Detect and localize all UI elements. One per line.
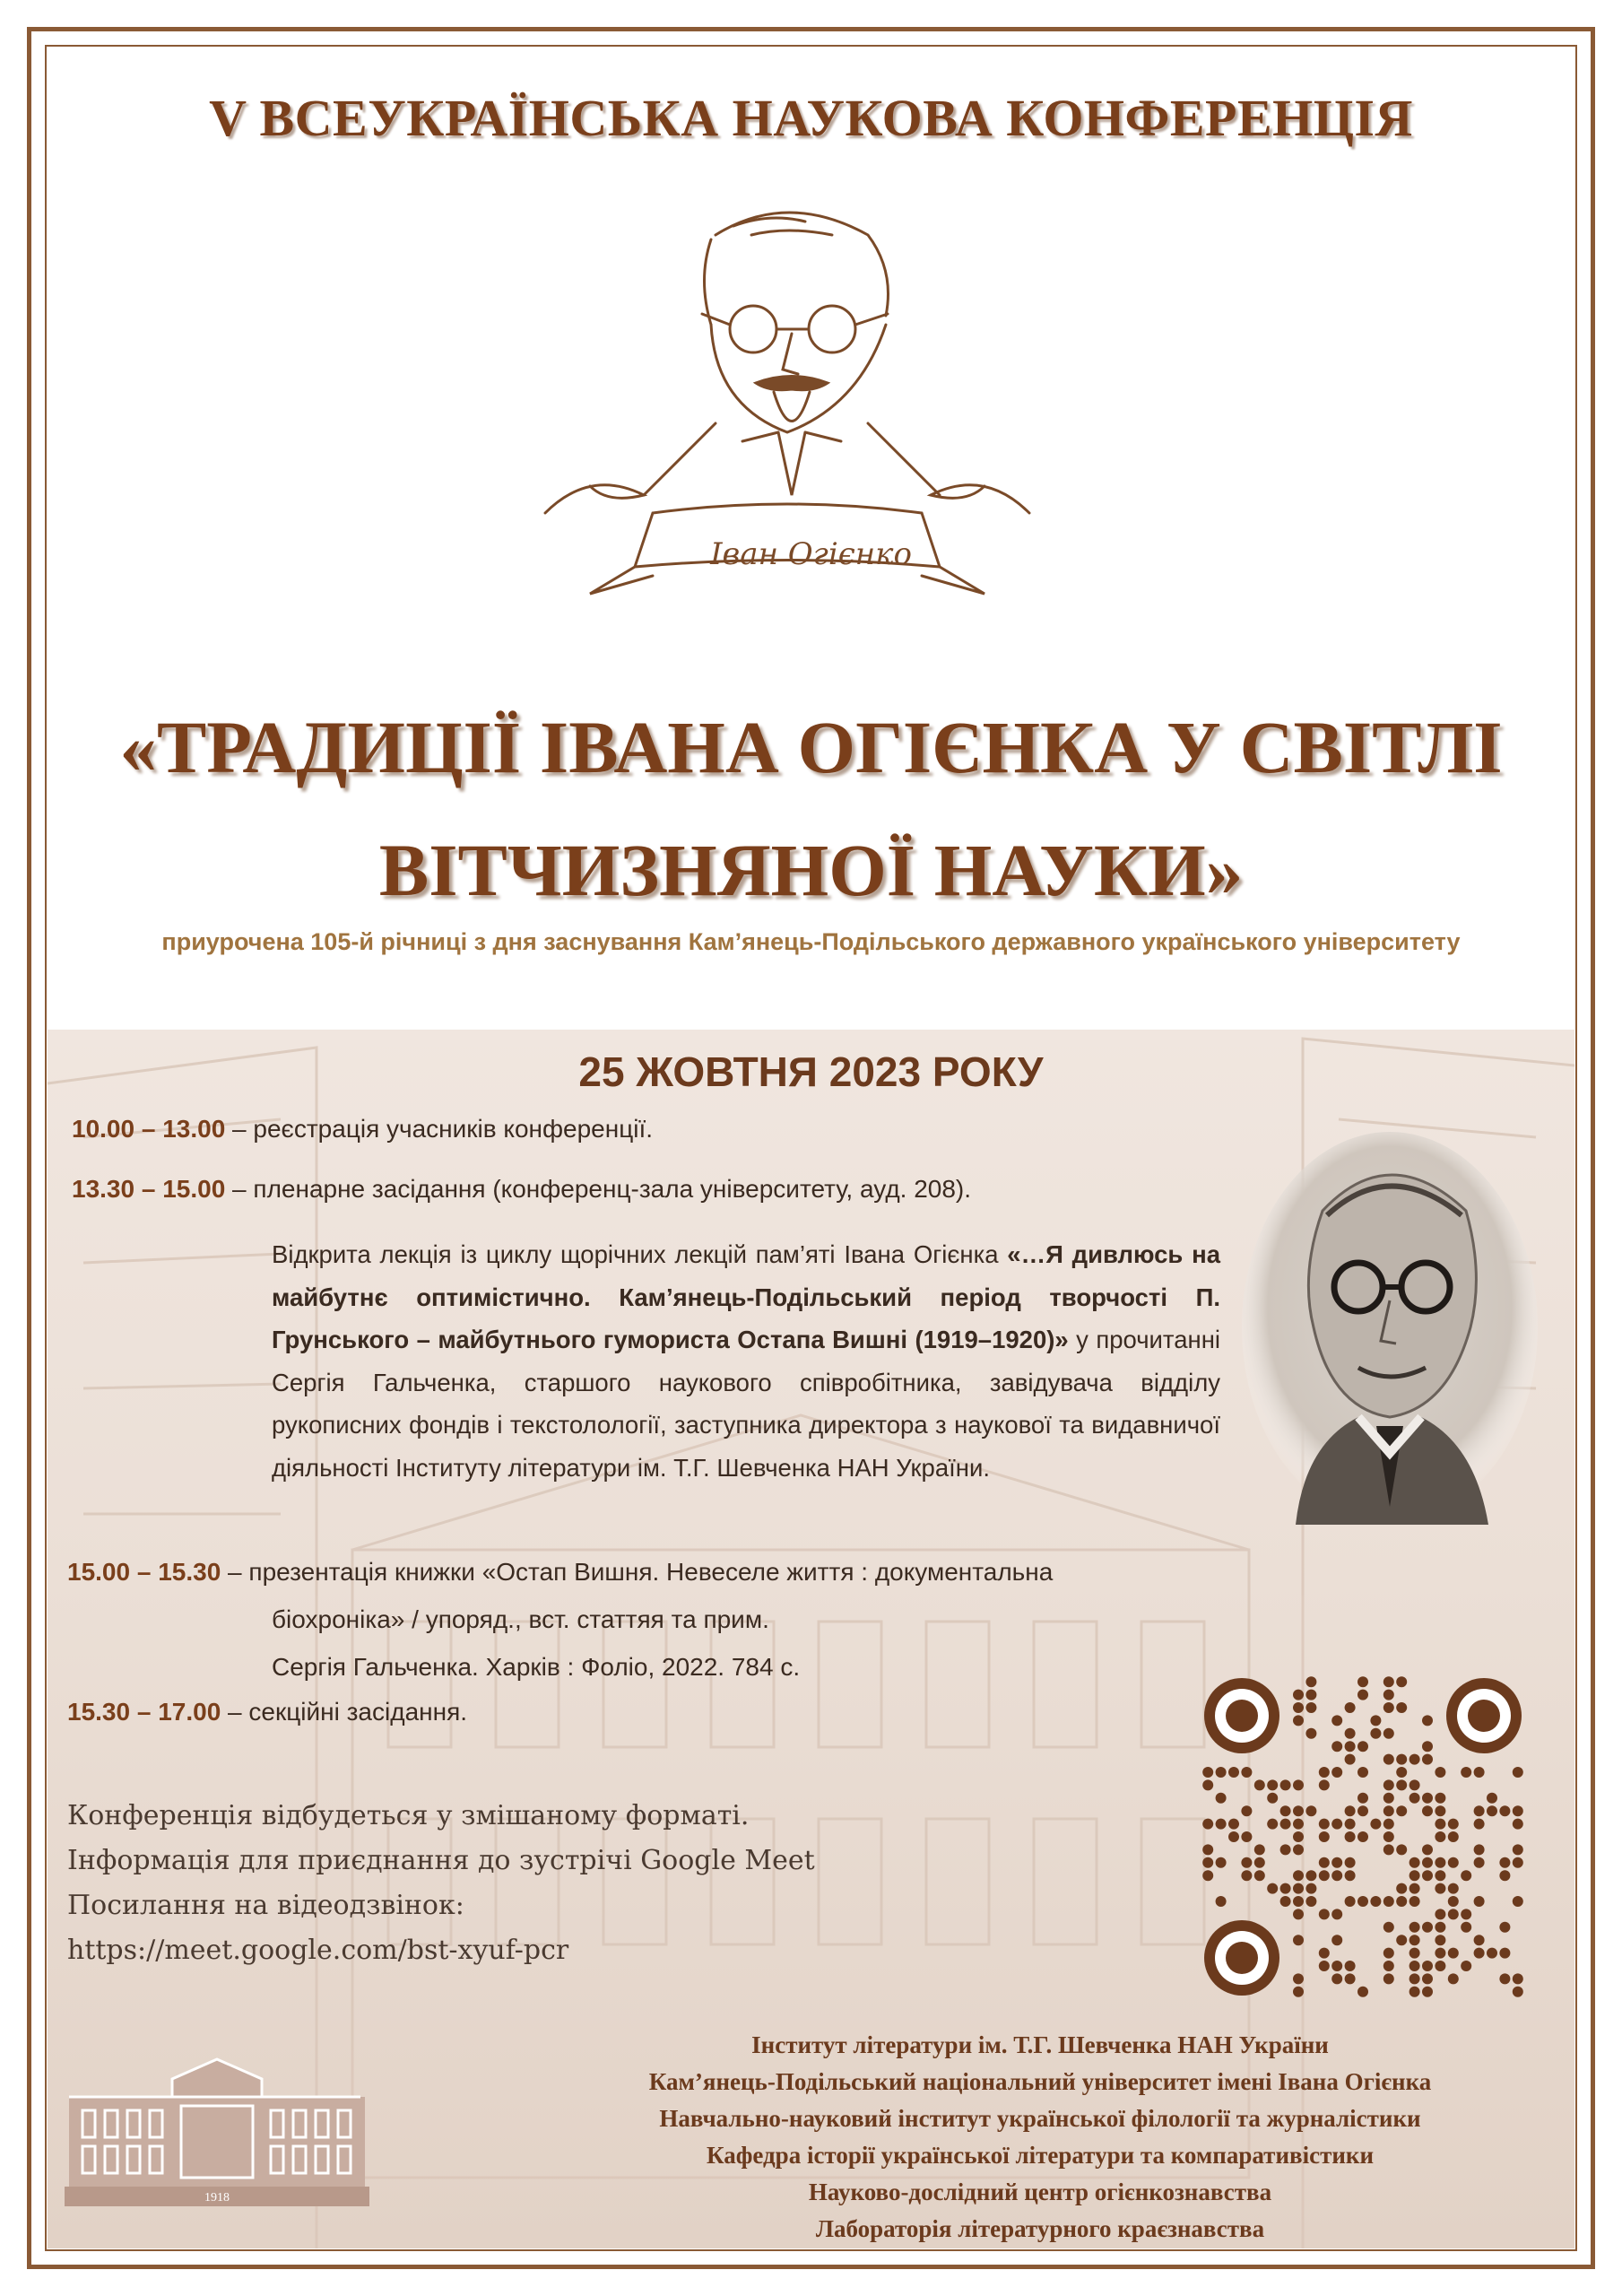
qr-dot bbox=[1396, 1883, 1407, 1894]
qr-dot bbox=[1345, 1754, 1356, 1765]
qr-dot bbox=[1499, 1805, 1510, 1816]
qr-dot bbox=[1499, 1973, 1510, 1984]
qr-dot bbox=[1435, 1819, 1445, 1830]
book-line3: Сергія Гальченка. Харків : Фоліо, 2022. 784 с. bbox=[272, 1653, 801, 1681]
qr-dot bbox=[1422, 1870, 1433, 1881]
qr-dot bbox=[1396, 1805, 1407, 1816]
qr-dot bbox=[1202, 1767, 1213, 1778]
qr-dot bbox=[1409, 1987, 1420, 1997]
lecture-rest: у прочитанні Сергія Гальченка, старшого наукового співробітника, завідувача відділу рукописних фондів і текстолології, заступника директора з наукової та видавничої діяльності Інституту літератури ім. Т.Г. Шевченка НАН України. bbox=[272, 1326, 1220, 1482]
conference-title: V ВСЕУКРАЇНСЬКА НАУКОВА КОНФЕРЕНЦІЯ bbox=[209, 89, 1413, 147]
book-line2: біохроніка» / упоряд., вст. статтяя та прим. bbox=[272, 1605, 769, 1633]
organizer: Кафедра історії української літератури та компаративістики bbox=[706, 2142, 1375, 2169]
lecture-title: «…Я дивлюсь на майбутнє оптимістично. Кам’янець-Подільський період творчості П. Грунського – майбутнього гумориста Остапа Вишні (1919–1920)» bbox=[272, 1240, 1220, 1353]
qr-dot bbox=[1319, 1779, 1330, 1790]
info-link-label: Посилання на відеодзвінок: bbox=[67, 1890, 464, 1921]
qr-dot bbox=[1202, 1779, 1213, 1790]
qr-dot bbox=[1422, 1844, 1433, 1855]
qr-dot bbox=[1254, 1857, 1265, 1868]
qr-dot bbox=[1202, 1857, 1213, 1868]
organizer: Навчально-науковий інститут української філології та журналістики bbox=[659, 2105, 1421, 2132]
qr-dot bbox=[1305, 1690, 1316, 1700]
qr-dot bbox=[1448, 1948, 1459, 1959]
qr-dot bbox=[1357, 1831, 1368, 1842]
qr-dot bbox=[1448, 1831, 1459, 1842]
qr-dot bbox=[1254, 1779, 1265, 1790]
qr-dot bbox=[1331, 1715, 1342, 1726]
qr-dot bbox=[1499, 1870, 1510, 1881]
program-time: 10.00 – 13.00 bbox=[72, 1115, 226, 1143]
qr-dot bbox=[1357, 1741, 1368, 1752]
qr-dot bbox=[1280, 1896, 1291, 1907]
qr-dot bbox=[1345, 1741, 1356, 1752]
qr-dot bbox=[1383, 1690, 1394, 1700]
qr-dot bbox=[1241, 1831, 1252, 1842]
qr-dot bbox=[1435, 1961, 1445, 1971]
organizer: Інститут літератури ім. Т.Г. Шевченка НАН України bbox=[751, 2031, 1329, 2058]
qr-dot bbox=[1331, 1961, 1342, 1971]
qr-dot bbox=[1383, 1793, 1394, 1804]
qr-dot bbox=[1202, 1819, 1213, 1830]
qr-dot bbox=[1499, 1922, 1510, 1933]
qr-dot bbox=[1396, 1702, 1407, 1713]
qr-dot bbox=[1293, 1805, 1304, 1816]
qr-dot bbox=[1331, 1741, 1342, 1752]
qr-dot bbox=[1422, 1805, 1433, 1816]
qr-dot bbox=[1254, 1870, 1265, 1881]
qr-dot bbox=[1499, 1948, 1510, 1959]
qr-dot bbox=[1461, 1767, 1471, 1778]
qr-dot bbox=[1345, 1896, 1356, 1907]
qr-dot bbox=[1305, 1805, 1316, 1816]
qr-dot bbox=[1345, 1728, 1356, 1739]
qr-dot bbox=[1513, 1857, 1523, 1868]
qr-dot bbox=[1448, 1909, 1459, 1919]
qr-dot bbox=[1280, 1819, 1291, 1830]
subtitle: приурочена 105-й річниці з дня заснування Кам’янець-Подільського державного українського університету bbox=[161, 928, 1461, 955]
qr-dot bbox=[1409, 1973, 1420, 1984]
qr-dot bbox=[1319, 1767, 1330, 1778]
qr-dot bbox=[1461, 1870, 1471, 1881]
university-building-icon bbox=[65, 2043, 369, 2206]
qr-dot bbox=[1409, 1779, 1420, 1790]
qr-dot bbox=[1435, 1805, 1445, 1816]
qr-dot bbox=[1370, 1819, 1381, 1830]
qr-dot bbox=[1331, 1870, 1342, 1881]
qr-dot bbox=[1409, 1870, 1420, 1881]
program-time: 13.30 – 15.00 bbox=[72, 1175, 226, 1203]
building-year: 1918 bbox=[204, 2191, 230, 2205]
qr-dot bbox=[1435, 1935, 1445, 1945]
qr-dot bbox=[1422, 1973, 1433, 1984]
qr-dot bbox=[1241, 1805, 1252, 1816]
qr-dot bbox=[1435, 1793, 1445, 1804]
qr-dot bbox=[1448, 1883, 1459, 1894]
qr-dot bbox=[1293, 1870, 1304, 1881]
program-text: – секційні засідання. bbox=[221, 1698, 468, 1726]
qr-dot bbox=[1396, 1767, 1407, 1778]
qr-dot bbox=[1331, 1767, 1342, 1778]
qr-dot bbox=[1293, 1909, 1304, 1919]
qr-dot bbox=[1383, 1896, 1394, 1907]
qr-dot bbox=[1305, 1728, 1316, 1739]
qr-dot bbox=[1513, 1987, 1523, 1997]
program-time: 15.30 – 17.00 bbox=[67, 1698, 221, 1726]
qr-dot bbox=[1448, 1896, 1459, 1907]
qr-dot bbox=[1487, 1793, 1497, 1804]
qr-dot bbox=[1499, 1857, 1510, 1868]
qr-dot bbox=[1448, 1857, 1459, 1868]
qr-code[interactable] bbox=[1201, 1675, 1524, 1998]
qr-dot bbox=[1293, 1831, 1304, 1842]
qr-dot bbox=[1319, 1831, 1330, 1842]
qr-dot bbox=[1280, 1779, 1291, 1790]
qr-dot bbox=[1293, 1973, 1304, 1984]
qr-dot bbox=[1293, 1987, 1304, 1997]
qr-dot bbox=[1331, 1819, 1342, 1830]
qr-dot bbox=[1383, 1961, 1394, 1971]
meeting-info bbox=[67, 1794, 815, 1973]
qr-dot bbox=[1319, 1948, 1330, 1959]
qr-dot bbox=[1319, 1857, 1330, 1868]
qr-dot bbox=[1513, 1896, 1523, 1907]
qr-dot bbox=[1305, 1702, 1316, 1713]
qr-dot bbox=[1448, 1819, 1459, 1830]
qr-dot bbox=[1513, 1844, 1523, 1855]
qr-dot bbox=[1357, 1987, 1368, 1997]
qr-dot bbox=[1267, 1793, 1278, 1804]
qr-dot bbox=[1305, 1883, 1316, 1894]
qr-dot bbox=[1435, 1922, 1445, 1933]
qr-dot bbox=[1241, 1870, 1252, 1881]
qr-dot bbox=[1305, 1870, 1316, 1881]
open-lecture-description bbox=[272, 1233, 1220, 1489]
qr-dot bbox=[1422, 1754, 1433, 1765]
qr-dot bbox=[1345, 1870, 1356, 1881]
qr-dot bbox=[1357, 1690, 1368, 1700]
qr-dot bbox=[1345, 1831, 1356, 1842]
program-item-plenary bbox=[72, 1175, 971, 1204]
program-text: – презентація книжки «Остап Вишня. Невеселе життя : документальна bbox=[221, 1558, 1054, 1586]
qr-dot bbox=[1216, 1819, 1227, 1830]
info-format: Конференція відбудеться у змішаному форматі. bbox=[67, 1800, 750, 1831]
organizer: Кам’янець-Подільський національний університет імені Івана Огієнка bbox=[648, 2068, 1432, 2095]
qr-dot bbox=[1357, 1767, 1368, 1778]
qr-dot bbox=[1228, 1767, 1239, 1778]
qr-dot bbox=[1409, 1883, 1420, 1894]
qr-dot bbox=[1474, 1935, 1485, 1945]
qr-dot bbox=[1293, 1896, 1304, 1907]
program-item-presentation bbox=[67, 1558, 1053, 1587]
qr-dot bbox=[1267, 1819, 1278, 1830]
qr-dot bbox=[1293, 1819, 1304, 1830]
qr-dot bbox=[1409, 1896, 1420, 1907]
vyshnia-portrait-photo bbox=[1242, 1130, 1538, 1525]
qr-dot bbox=[1396, 1935, 1407, 1945]
qr-dot bbox=[1461, 1961, 1471, 1971]
qr-dot bbox=[1267, 1883, 1278, 1894]
qr-dot bbox=[1357, 1676, 1368, 1687]
qr-dot bbox=[1474, 1805, 1485, 1816]
qr-dot bbox=[1396, 1844, 1407, 1855]
qr-dot bbox=[1345, 1961, 1356, 1971]
qr-dot bbox=[1241, 1767, 1252, 1778]
qr-dot bbox=[1305, 1676, 1316, 1687]
qr-dot bbox=[1396, 1896, 1407, 1907]
qr-dot bbox=[1280, 1805, 1291, 1816]
qr-dot bbox=[1293, 1715, 1304, 1726]
qr-dot bbox=[1228, 1831, 1239, 1842]
qr-dot bbox=[1383, 1779, 1394, 1790]
meeting-link[interactable]: https://meet.google.com/bst-xyuf-pcr bbox=[67, 1935, 569, 1966]
qr-dot bbox=[1409, 1935, 1420, 1945]
program-item-registration bbox=[72, 1115, 653, 1144]
qr-dot bbox=[1383, 1702, 1394, 1713]
qr-dot bbox=[1331, 1973, 1342, 1984]
qr-dot bbox=[1435, 1870, 1445, 1881]
main-title bbox=[0, 686, 1622, 932]
portrait-signature: Іван Огієнко bbox=[710, 536, 912, 572]
qr-dot bbox=[1293, 1935, 1304, 1945]
qr-dot bbox=[1474, 1819, 1485, 1830]
program-text: – реєстрація учасників конференції. bbox=[225, 1115, 654, 1143]
qr-dot bbox=[1435, 1767, 1445, 1778]
qr-dot bbox=[1216, 1767, 1227, 1778]
qr-dot bbox=[1383, 1754, 1394, 1765]
qr-dot bbox=[1293, 1844, 1304, 1855]
qr-dot bbox=[1383, 1922, 1394, 1933]
qr-dot bbox=[1474, 1896, 1485, 1907]
qr-dot bbox=[1383, 1844, 1394, 1855]
qr-dot bbox=[1461, 1922, 1471, 1933]
qr-dot bbox=[1474, 1844, 1485, 1855]
qr-dot bbox=[1331, 1935, 1342, 1945]
qr-dot bbox=[1396, 1676, 1407, 1687]
qr-dot bbox=[1267, 1779, 1278, 1790]
qr-dot bbox=[1331, 1857, 1342, 1868]
qr-dot bbox=[1396, 1754, 1407, 1765]
qr-dot bbox=[1280, 1883, 1291, 1894]
qr-dot bbox=[1422, 1987, 1433, 1997]
qr-dot bbox=[1422, 1741, 1433, 1752]
qr-dot bbox=[1319, 1961, 1330, 1971]
qr-dot bbox=[1357, 1805, 1368, 1816]
qr-dot bbox=[1513, 1973, 1523, 1984]
qr-dot bbox=[1383, 1831, 1394, 1842]
program-text: – пленарне засідання (конференц-зала університету, ауд. 208). bbox=[225, 1175, 972, 1203]
main-title-line1: «ТРАДИЦІЇ ІВАНА ОГІЄНКА У СВІТЛІ bbox=[119, 706, 1503, 788]
qr-dot bbox=[1409, 1961, 1420, 1971]
qr-dot bbox=[1241, 1857, 1252, 1868]
qr-dot bbox=[1474, 1948, 1485, 1959]
qr-dot bbox=[1474, 1857, 1485, 1868]
qr-dot bbox=[1345, 1819, 1356, 1830]
qr-dot bbox=[1280, 1844, 1291, 1855]
qr-dot bbox=[1435, 1857, 1445, 1868]
qr-dot bbox=[1409, 1922, 1420, 1933]
organizers-list bbox=[538, 2027, 1542, 2248]
conference-date: 25 ЖОВТНЯ 2023 РОКУ bbox=[578, 1048, 1044, 1095]
qr-dot bbox=[1331, 1909, 1342, 1919]
info-join: Інформація для приєднання до зустрічі Google Meet bbox=[67, 1845, 815, 1876]
qr-dot bbox=[1422, 1922, 1433, 1933]
qr-dot bbox=[1409, 1754, 1420, 1765]
lecture-intro: Відкрита лекція із циклу щорічних лекцій пам’яті Івана Огієнка bbox=[272, 1240, 1008, 1268]
qr-dot bbox=[1305, 1896, 1316, 1907]
qr-dot bbox=[1383, 1676, 1394, 1687]
qr-dot bbox=[1216, 1896, 1227, 1907]
qr-dot bbox=[1345, 1702, 1356, 1713]
qr-dot bbox=[1293, 1690, 1304, 1700]
qr-dot bbox=[1409, 1857, 1420, 1868]
qr-dot bbox=[1409, 1793, 1420, 1804]
ohienko-portrait-sketch bbox=[518, 199, 1056, 648]
qr-dot bbox=[1357, 1793, 1368, 1804]
qr-dot bbox=[1487, 1805, 1497, 1816]
qr-dot bbox=[1422, 1857, 1433, 1868]
qr-dot bbox=[1345, 1805, 1356, 1816]
qr-dot bbox=[1202, 1844, 1213, 1855]
qr-dot bbox=[1370, 1715, 1381, 1726]
qr-dot bbox=[1357, 1896, 1368, 1907]
qr-dot bbox=[1345, 1857, 1356, 1868]
organizer: Лабораторія літературного краєзнавства bbox=[815, 2215, 1265, 2242]
qr-dot bbox=[1513, 1819, 1523, 1830]
qr-dot bbox=[1461, 1909, 1471, 1919]
qr-dot bbox=[1448, 1973, 1459, 1984]
qr-dot bbox=[1513, 1805, 1523, 1816]
qr-dot bbox=[1435, 1831, 1445, 1842]
program-time: 15.00 – 15.30 bbox=[67, 1558, 221, 1586]
program-item-sections bbox=[67, 1698, 467, 1726]
qr-dot bbox=[1435, 1909, 1445, 1919]
qr-dot bbox=[1370, 1728, 1381, 1739]
qr-dot bbox=[1216, 1793, 1227, 1804]
qr-dot bbox=[1435, 1948, 1445, 1959]
qr-dot bbox=[1383, 1819, 1394, 1830]
qr-dot bbox=[1474, 1767, 1485, 1778]
qr-dot bbox=[1409, 1948, 1420, 1959]
qr-dot bbox=[1293, 1779, 1304, 1790]
qr-dot bbox=[1422, 1715, 1433, 1726]
organizer: Науково-дослідний центр огієнкознавства bbox=[808, 2179, 1272, 2205]
qr-dot bbox=[1370, 1896, 1381, 1907]
qr-dot bbox=[1345, 1973, 1356, 1984]
qr-dot bbox=[1422, 1793, 1433, 1804]
qr-dot bbox=[1383, 1728, 1394, 1739]
qr-dot bbox=[1202, 1870, 1213, 1881]
qr-dot bbox=[1254, 1844, 1265, 1855]
qr-dot bbox=[1216, 1857, 1227, 1868]
qr-dot bbox=[1422, 1961, 1433, 1971]
qr-dot bbox=[1293, 1702, 1304, 1713]
qr-dot bbox=[1383, 1948, 1394, 1959]
qr-dot bbox=[1383, 1973, 1394, 1984]
qr-dot bbox=[1319, 1870, 1330, 1881]
qr-dot bbox=[1513, 1767, 1523, 1778]
qr-dot bbox=[1319, 1909, 1330, 1919]
qr-dot bbox=[1435, 1883, 1445, 1894]
main-title-line2: ВІТЧИЗНЯНОЇ НАУКИ» bbox=[378, 829, 1244, 911]
qr-dot bbox=[1487, 1948, 1497, 1959]
qr-dot bbox=[1383, 1805, 1394, 1816]
qr-dot bbox=[1319, 1819, 1330, 1830]
qr-dot bbox=[1228, 1819, 1239, 1830]
qr-dot bbox=[1396, 1779, 1407, 1790]
qr-dot bbox=[1293, 1883, 1304, 1894]
